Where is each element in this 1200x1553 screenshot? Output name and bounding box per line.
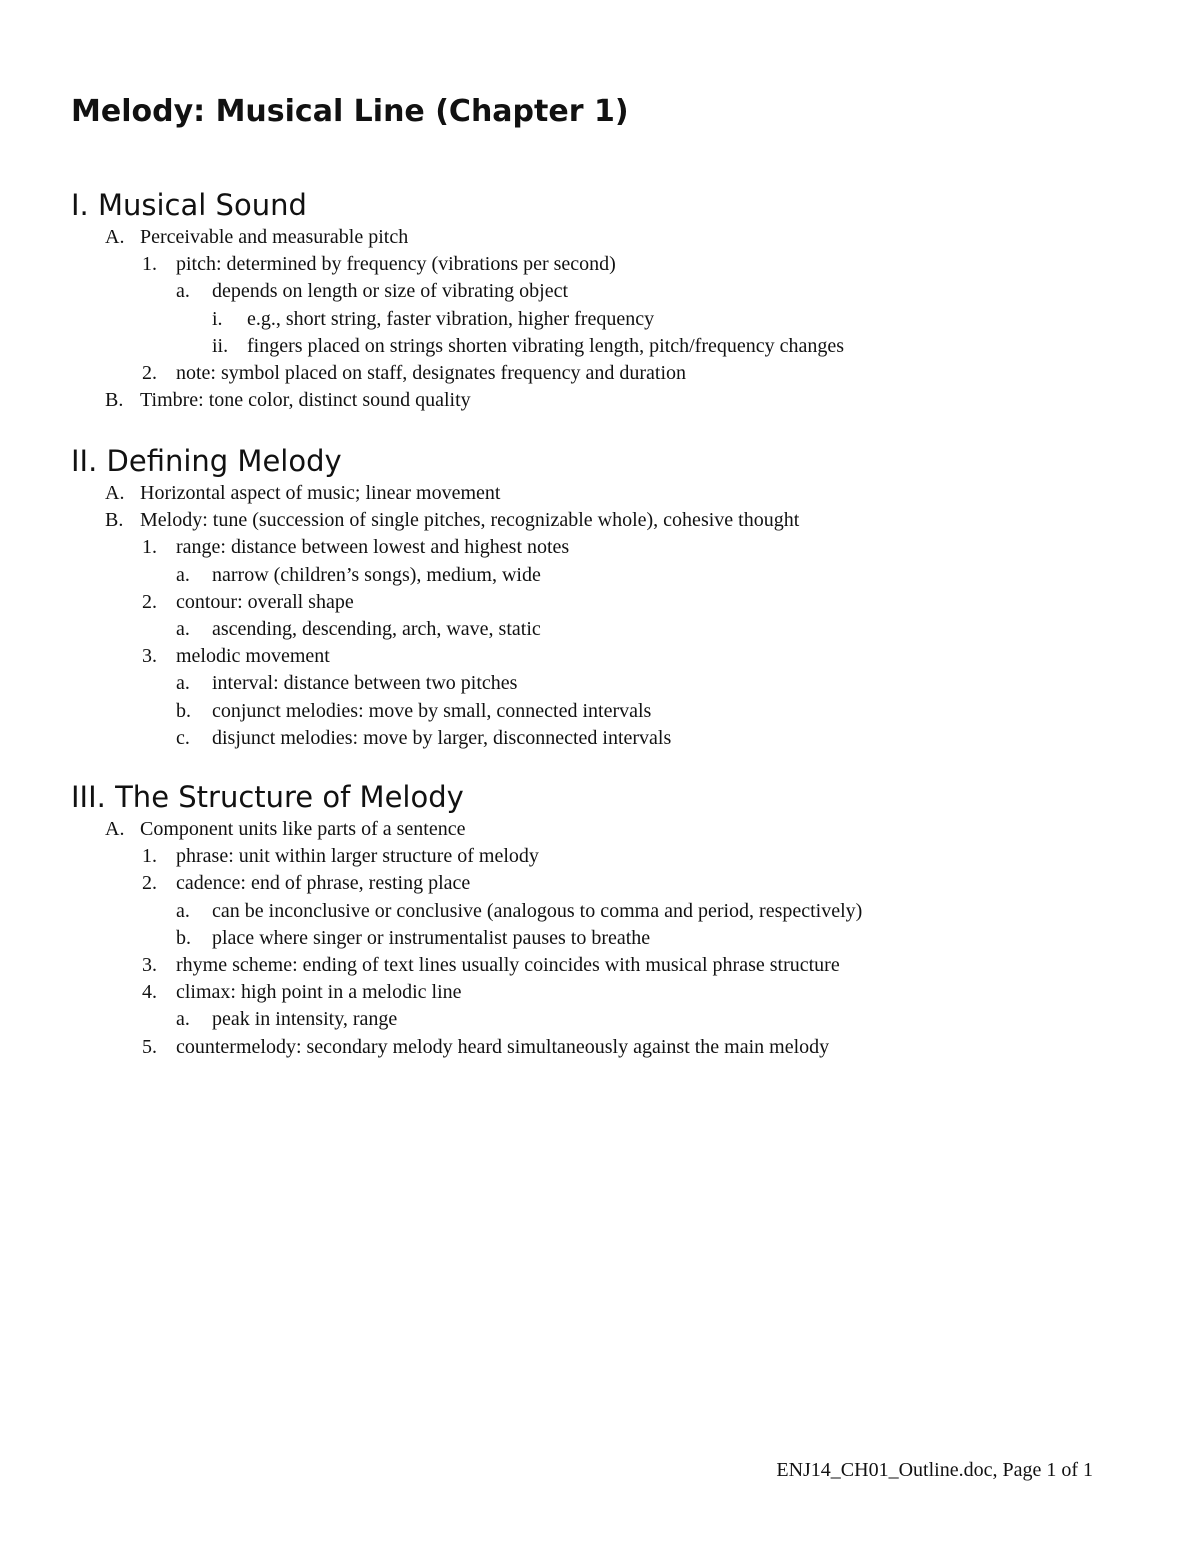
outline-marker: A. [105, 482, 125, 504]
outline-marker: 1. [142, 845, 157, 868]
outline-marker: a. [176, 899, 190, 922]
outline-text: cadence: end of phrase, resting place [176, 872, 471, 895]
outline-text: phrase: unit within larger structure of melody [176, 845, 539, 868]
outline-text: melodic movement [176, 645, 330, 668]
outline-text: Horizontal aspect of music; linear movement [140, 482, 501, 504]
outline-text: disjunct melodies: move by larger, disconnected intervals [212, 726, 672, 749]
page-footer: ENJ14_CH01_Outline.doc, Page 1 of 1 [776, 1459, 1093, 1481]
outline-marker: 1. [142, 536, 157, 559]
outline-text: range: distance between lowest and highest notes [176, 536, 570, 559]
document-title: Melody: Musical Line (Chapter 1) [71, 94, 629, 129]
outline-marker: i. [212, 307, 223, 330]
outline-marker: A. [105, 818, 125, 840]
outline-marker: a. [176, 280, 190, 303]
outline-item [71, 1034, 1131, 1061]
outline-item [71, 387, 1131, 414]
outline-text: can be inconclusive or conclusive (analogous to comma and period, respectively) [212, 899, 863, 922]
outline-item [71, 1006, 1131, 1033]
outline-marker: 3. [142, 645, 157, 668]
outline-item [71, 278, 1131, 305]
outline-text: conjunct melodies: move by small, connected intervals [212, 699, 652, 722]
outline-text: Timbre: tone color, distinct sound quality [140, 389, 471, 412]
outline-item [71, 589, 1131, 616]
outline-marker: a. [176, 672, 190, 695]
outline-text: fingers placed on strings shorten vibrating length, pitch/frequency changes [247, 334, 845, 357]
outline-marker: 3. [142, 953, 157, 976]
outline-text: note: symbol placed on staff, designates frequency and duration [176, 361, 687, 384]
section-heading: II. Defining Melody [71, 444, 342, 478]
outline-item [71, 507, 1131, 534]
outline-item [71, 643, 1131, 670]
section-musical-sound [71, 186, 1131, 414]
outline-text: ascending, descending, arch, wave, static [212, 617, 541, 640]
outline-item [71, 843, 1131, 870]
outline-marker: b. [176, 926, 191, 949]
outline-text: e.g., short string, faster vibration, higher frequency [247, 307, 655, 330]
outline-item [71, 698, 1131, 725]
outline-marker: 2. [142, 590, 157, 613]
outline-item [71, 562, 1131, 589]
outline-text: peak in intensity, range [212, 1008, 398, 1031]
outline-marker: 1. [142, 253, 157, 276]
outline-list [71, 480, 1131, 752]
section-defining-melody [71, 442, 1131, 752]
outline-text: place where singer or instrumentalist pauses to breathe [212, 926, 651, 949]
outline-marker: c. [176, 726, 190, 749]
outline-marker: 5. [142, 1035, 157, 1058]
outline-list [71, 224, 1131, 414]
outline-text: Melody: tune (succession of single pitches, recognizable whole), cohesive thought [140, 509, 800, 532]
outline-list [71, 816, 1131, 1061]
outline-marker: B. [105, 389, 124, 412]
outline-item [71, 816, 1131, 843]
outline-marker: a. [176, 563, 190, 586]
outline-text: contour: overall shape [176, 590, 354, 613]
outline-item [71, 534, 1131, 561]
outline-item [71, 224, 1131, 251]
outline-marker: 2. [142, 361, 157, 384]
outline-text: depends on length or size of vibrating object [212, 280, 569, 303]
outline-marker: B. [105, 509, 124, 532]
outline-item [71, 333, 1131, 360]
outline-text: Component units like parts of a sentence [140, 818, 466, 840]
outline-text: countermelody: secondary melody heard simultaneously against the main melody [176, 1035, 830, 1058]
outline-text: climax: high point in a melodic line [176, 981, 462, 1004]
section-structure-of-melody [71, 778, 1131, 1061]
outline-text: interval: distance between two pitches [212, 672, 518, 695]
outline-marker: A. [105, 226, 125, 248]
outline-marker: b. [176, 699, 191, 722]
outline-item [71, 898, 1131, 925]
outline-marker: 2. [142, 872, 157, 895]
outline-item [71, 952, 1131, 979]
outline-item [71, 480, 1131, 507]
outline-text: pitch: determined by frequency (vibrations per second) [176, 253, 616, 276]
section-heading: I. Musical Sound [71, 188, 307, 222]
outline-item [71, 616, 1131, 643]
outline-item [71, 670, 1131, 697]
outline-text: rhyme scheme: ending of text lines usually coincides with musical phrase structure [176, 953, 840, 976]
outline-text: Perceivable and measurable pitch [140, 226, 409, 248]
outline-item [71, 251, 1131, 278]
outline-marker: a. [176, 617, 190, 640]
outline-marker: a. [176, 1008, 190, 1031]
outline-item [71, 360, 1131, 387]
outline-marker: ii. [212, 334, 229, 357]
outline-item [71, 306, 1131, 333]
outline-item [71, 870, 1131, 897]
outline-item [71, 979, 1131, 1006]
outline-item [71, 925, 1131, 952]
outline-item [71, 725, 1131, 752]
outline-text: narrow (children’s songs), medium, wide [212, 563, 541, 586]
section-heading: III. The Structure of Melody [71, 780, 464, 814]
outline-marker: 4. [142, 981, 157, 1004]
